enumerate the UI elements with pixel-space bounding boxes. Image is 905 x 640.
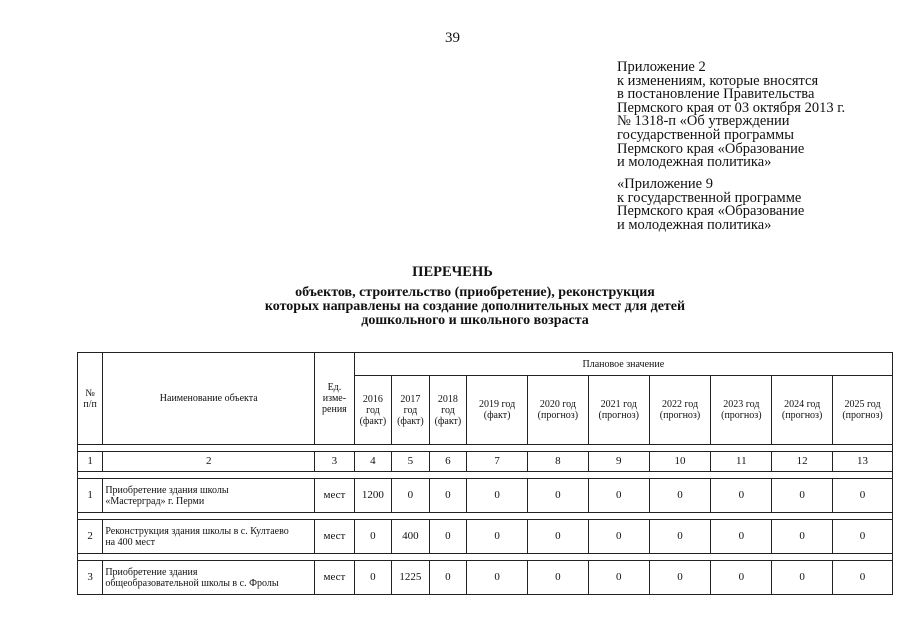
object-name: Приобретение здания общеобразовательной школы в с. Фролы	[103, 561, 315, 595]
subtitle-line: дошкольного и школьного возраста	[361, 313, 589, 328]
value-cell: 0	[588, 520, 649, 554]
value-cell: 0	[649, 520, 711, 554]
object-name: Приобретение здания школы «Мастерград» г. Перми	[103, 479, 315, 513]
year-header: 2017 год (факт)	[392, 376, 430, 445]
year-header: 2019 год (факт)	[467, 376, 528, 445]
table-spacer	[78, 472, 893, 479]
subtitle-line: объектов, строительство (приобретение), реконструкция	[295, 285, 655, 300]
value-cell: 0	[588, 479, 649, 513]
appendix-header-line: № 1318-п «Об утверждении	[617, 113, 790, 130]
value-cell: 0	[588, 561, 649, 595]
column-index: 4	[354, 452, 392, 472]
appendix-header-line: государственной программы	[617, 126, 794, 143]
table-row	[78, 479, 893, 513]
table-header-row	[78, 353, 893, 376]
value-cell: 0	[467, 479, 528, 513]
appendix-header	[617, 61, 845, 170]
appendix-header-line: Пермского края от 03 октября 2013 г.	[617, 99, 846, 116]
table-spacer	[78, 554, 893, 561]
planned-value-header: Плановое значение	[354, 353, 892, 376]
value-cell: 0	[833, 479, 893, 513]
document-subtitle	[200, 286, 750, 328]
column-index: 8	[527, 452, 588, 472]
row-number: 1	[78, 479, 103, 513]
appendix-header-line: Приложение 2	[617, 59, 706, 75]
value-cell: 0	[354, 520, 392, 554]
year-header: 2021 год (прогноз)	[588, 376, 649, 445]
appendix-reference-line: и молодежная политика»	[617, 216, 772, 233]
table-spacer	[78, 445, 893, 452]
appendix-reference-line: к государственной программе	[617, 189, 802, 206]
column-index: 13	[833, 452, 893, 472]
table-row	[78, 561, 893, 595]
objects-table	[77, 352, 893, 595]
col-name-header: Наименование объекта	[103, 353, 315, 445]
column-index-row	[78, 452, 893, 472]
year-header: 2025 год (прогноз)	[833, 376, 893, 445]
table-spacer	[78, 513, 893, 520]
value-cell: 0	[429, 561, 467, 595]
value-cell: 0	[649, 561, 711, 595]
column-index: 5	[392, 452, 430, 472]
value-cell: 0	[429, 520, 467, 554]
appendix-reference	[617, 178, 804, 232]
value-cell: 0	[772, 479, 833, 513]
value-cell: 0	[527, 561, 588, 595]
value-cell: 0	[711, 479, 772, 513]
value-cell: 0	[527, 479, 588, 513]
appendix-header-line: и молодежная политика»	[617, 154, 772, 171]
value-cell: 0	[772, 561, 833, 595]
appendix-header-line: в постановление Правительства	[617, 86, 815, 103]
value-cell: 0	[354, 561, 392, 595]
value-cell: 0	[649, 479, 711, 513]
object-name: Реконструкция здания школы в с. Култаево на 400 мест	[103, 520, 315, 554]
column-index: 6	[429, 452, 467, 472]
year-header: 2022 год (прогноз)	[649, 376, 711, 445]
value-cell: 0	[527, 520, 588, 554]
value-cell: 0	[711, 520, 772, 554]
appendix-reference-line: Пермского края «Образование	[617, 203, 805, 220]
column-index: 10	[649, 452, 711, 472]
row-unit: мест	[315, 479, 355, 513]
year-header: 2024 год (прогноз)	[772, 376, 833, 445]
table-row	[78, 520, 893, 554]
row-unit: мест	[315, 520, 355, 554]
appendix-reference-line: «Приложение 9	[617, 176, 713, 192]
page-number: 39	[445, 30, 460, 46]
value-cell: 0	[392, 479, 430, 513]
year-header: 2018 год (факт)	[429, 376, 467, 445]
column-index: 7	[467, 452, 528, 472]
value-cell: 0	[711, 561, 772, 595]
year-header: 2020 год (прогноз)	[527, 376, 588, 445]
column-index: 9	[588, 452, 649, 472]
row-unit: мест	[315, 561, 355, 595]
document-title: ПЕРЕЧЕНЬ	[412, 264, 493, 280]
appendix-header-line: Пермского края «Образование	[617, 140, 805, 157]
value-cell: 0	[833, 520, 893, 554]
row-number: 2	[78, 520, 103, 554]
subtitle-line: которых направлены на создание дополнительных мест для детей	[264, 299, 686, 314]
value-cell: 0	[429, 479, 467, 513]
column-index: 12	[772, 452, 833, 472]
col-unit-header: Ед. изме- рения	[315, 353, 355, 445]
value-cell: 0	[467, 561, 528, 595]
year-header: 2016 год (факт)	[354, 376, 392, 445]
row-number: 3	[78, 561, 103, 595]
column-index: 1	[78, 452, 103, 472]
value-cell: 1200	[354, 479, 392, 513]
appendix-header-line: к изменениям, которые вносятся	[617, 72, 819, 89]
column-index: 11	[711, 452, 772, 472]
value-cell: 0	[772, 520, 833, 554]
value-cell: 400	[392, 520, 430, 554]
column-index: 3	[315, 452, 355, 472]
column-index: 2	[103, 452, 315, 472]
year-header: 2023 год (прогноз)	[711, 376, 772, 445]
value-cell: 1225	[392, 561, 430, 595]
value-cell: 0	[833, 561, 893, 595]
value-cell: 0	[467, 520, 528, 554]
col-number-header: № п/п	[78, 353, 103, 445]
